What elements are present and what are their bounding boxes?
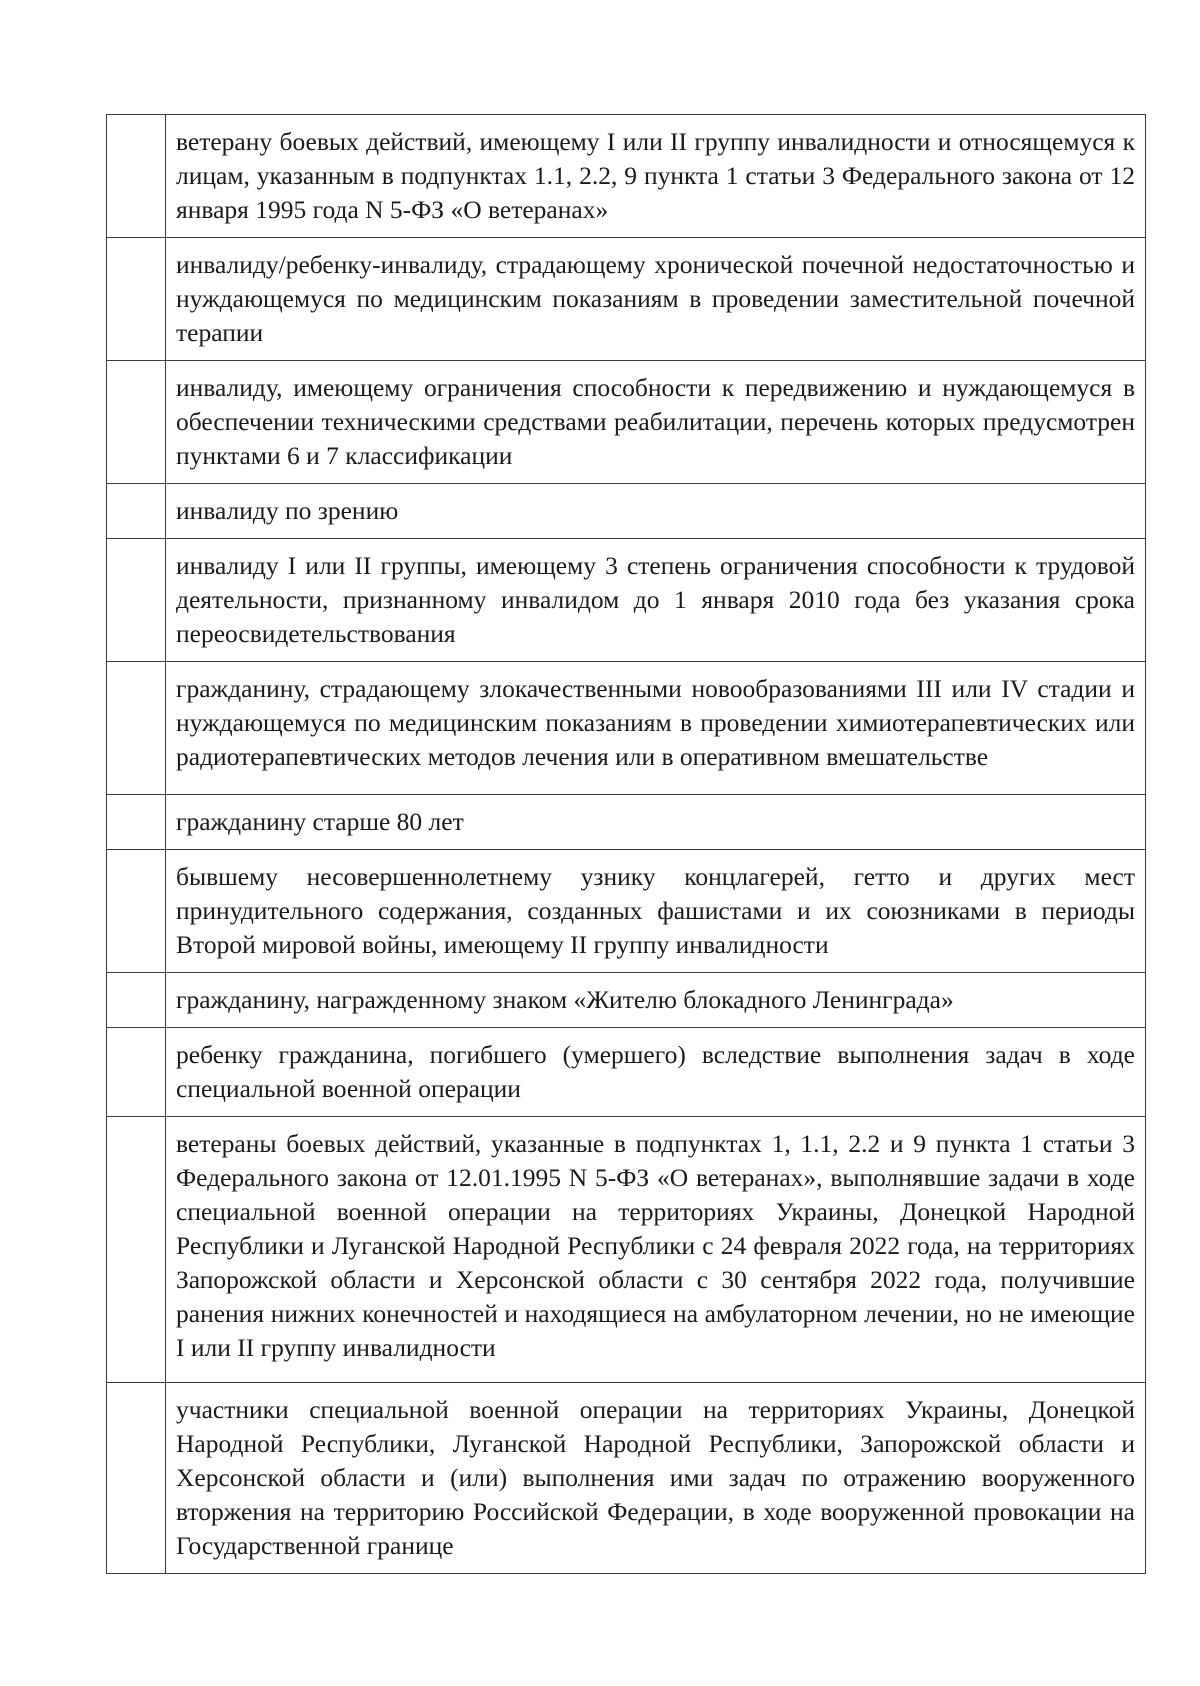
row-text-cell: бывшему несовершеннолетнему узнику концлагерей, гетто и других мест принудительного содержания, созданных фашистами и их союзниками в периоды Второй мировой войны, имеющему II группу инвалидности xyxy=(166,850,1146,973)
row-number-cell xyxy=(107,662,166,795)
row-number-cell xyxy=(107,795,166,850)
row-text-cell: ветерану боевых действий, имеющему I или II группу инвалидности и относящемуся к лицам, указанным в подпунктах 1.1, 2.2, 9 пункта 1 статьи 3 Федерального закона от 12 января 1995 года N 5-ФЗ «О ветеранах» xyxy=(166,115,1146,238)
row-text-cell: инвалиду, имеющему ограничения способности к передвижению и нуждающемуся в обеспечении техническими средствами реабилитации, перечень которых предусмотрен пунктами 6 и 7 классификации xyxy=(166,361,1146,484)
table-row xyxy=(107,850,1146,973)
table-row xyxy=(107,539,1146,662)
row-number-cell xyxy=(107,115,166,238)
row-text-cell: участники специальной военной операции на территориях Украины, Донецкой Народной Республики, Луганской Народной Республики, Запорожской области и Херсонской области и (или) выполнения ими задач по отражению вооруженного вторжения на территорию Российской Федерации, в ходе вооруженной провокации на Государственной границе xyxy=(166,1383,1146,1574)
table-row xyxy=(107,1117,1146,1383)
row-number-cell xyxy=(107,361,166,484)
row-number-cell xyxy=(107,1028,166,1117)
row-text-cell: инвалиду по зрению xyxy=(166,484,1146,539)
table-row xyxy=(107,115,1146,238)
row-number-cell xyxy=(107,973,166,1028)
row-text-cell: гражданину, награжденному знаком «Жителю блокадного Ленинграда» xyxy=(166,973,1146,1028)
document-table xyxy=(106,114,1146,1574)
row-number-cell xyxy=(107,850,166,973)
row-number-cell xyxy=(107,238,166,361)
table-row xyxy=(107,1383,1146,1574)
table-row xyxy=(107,238,1146,361)
row-text-cell: инвалиду I или II группы, имеющему 3 степень ограничения способности к трудовой деятельности, признанному инвалидом до 1 января 2010 года без указания срока переосвидетельствования xyxy=(166,539,1146,662)
row-text-cell: ребенку гражданина, погибшего (умершего) вследствие выполнения задач в ходе специальной военной операции xyxy=(166,1028,1146,1117)
row-text-cell: инвалиду/ребенку-инвалиду, страдающему хронической почечной недостаточностью и нуждающемуся по медицинским показаниям в проведении заместительной почечной терапии xyxy=(166,238,1146,361)
row-number-cell xyxy=(107,1383,166,1574)
table-row xyxy=(107,662,1146,795)
table-row xyxy=(107,795,1146,850)
row-number-cell xyxy=(107,539,166,662)
table-row xyxy=(107,973,1146,1028)
row-number-cell xyxy=(107,1117,166,1383)
row-text-cell: гражданину старше 80 лет xyxy=(166,795,1146,850)
row-number-cell xyxy=(107,484,166,539)
table-row xyxy=(107,1028,1146,1117)
row-text-cell: ветераны боевых действий, указанные в подпунктах 1, 1.1, 2.2 и 9 пункта 1 статьи 3 Федерального закона от 12.01.1995 N 5-ФЗ «О ветеранах», выполнявшие задачи в ходе специальной военной операции на территориях Украины, Донецкой Народной Республики и Луганской Народной Республики с 24 февраля 2022 года, на территориях Запорожской области и Херсонской области с 30 сентября 2022 года, получившие ранения нижних конечностей и находящиеся на амбулаторном лечении, но не имеющие I или II группу инвалидности xyxy=(166,1117,1146,1383)
table-row xyxy=(107,361,1146,484)
table-row xyxy=(107,484,1146,539)
row-text-cell: гражданину, страдающему злокачественными новообразованиями III или IV стадии и нуждающемуся по медицинским показаниям в проведении химиотерапевтических или радиотерапевтических методов лечения или в оперативном вмешательстве xyxy=(166,662,1146,795)
